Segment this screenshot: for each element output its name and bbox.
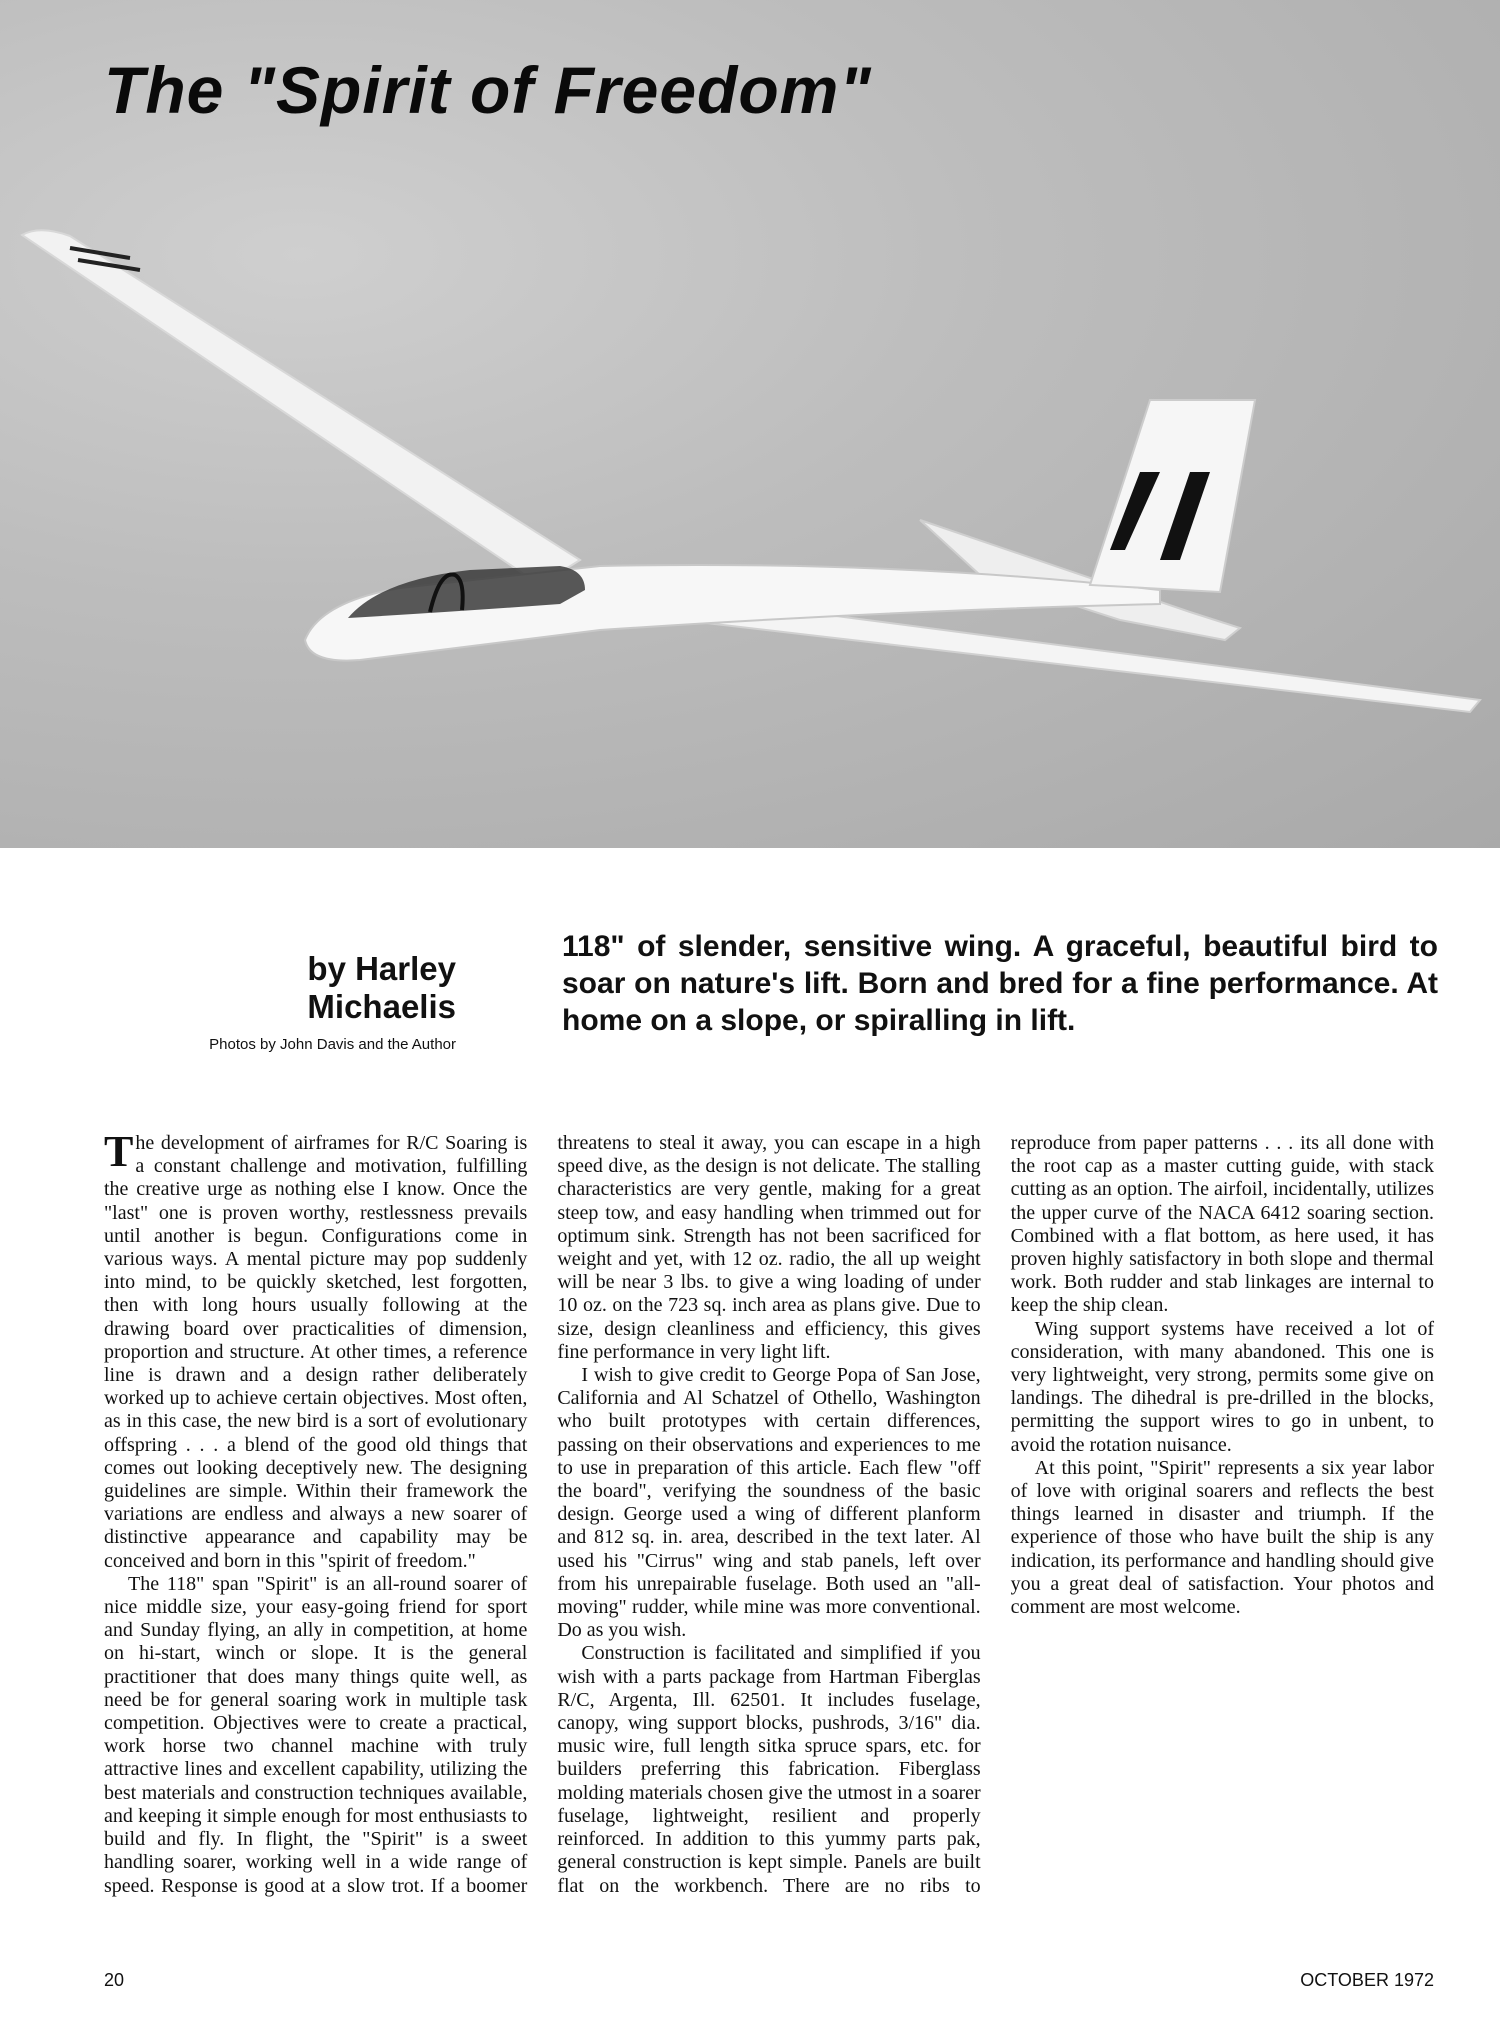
vertical-fin [1090, 400, 1255, 592]
paragraph-2: The 118" span "Spirit" is an all-round soarer of nice middle size, your easy-going friend for sport and Sunday flying, an ally in competition, at home on hi-start, winch or slope. It is the general practitioner that does many things quite well, as need be for general soaring work in multiple task competition. Objectives were to create a practical, work horse two channel machine with truly attractive lines and excellent capability, utilizing the best materials and construction techniques available, and keeping it simple enough for most enthusiasts to build and fly. In flight, the "Spirit" is a sweet handling soarer, working well in a wide range of speed. Response is good at a slow trot. If a boomer threatens to steal it away, you can escape in a high speed dive, as the design is not delicate. The stalling characteristics are very gentle, making for a great steep tow, and easy handling when trimmed out for optimum sink. Strength has not been sacrificed for weight and yet, with 12 oz. radio, the all up weight will be near 3 lbs. to give a wing loading of under 10 oz. on the 723 sq. inch area as plans give. Due to size, design cleanliness and efficiency, this gives fine performance in very light lift. [104, 1132, 981, 1897]
glider-photo [0, 0, 1500, 848]
paragraph-6: At this point, "Spirit" represents a six year labor of love with original soarers and reflects the best things learned in disaster and triumph. If the experience of those who have built the ship is any indication, its performance and handling should give you a great deal of satisfaction. Your photos and comment are most welcome. [1010, 1456, 1434, 1619]
article-body [104, 1127, 1434, 1914]
author-name: by Harley Michaelis [307, 950, 456, 1025]
drop-cap: T [104, 1127, 134, 1176]
paragraph-1-text: he development of airframes for R/C Soaring is a constant challenge and motivation, fulfilling the creative urge as nothing else I know. Once the "last" one is proven worthy, restlessness prevails until another is begun. Configurations come in various ways. A mental picture may pop suddenly into mind, to be quickly sketched, lest forgotten, then with long hours usually following at the drawing board over practicalities of dimension, proportion and structure. At other times, a reference line is drawn and a design rather deliberately worked up to achieve certain objectives. Most often, as in this case, the new bird is a sort of evolutionary offspring . . . a blend of the good old things that comes out looking deceptively new. The designing guidelines are simple. Within their framework the variations are endless and always a new soarer of distinctive appearance and capability may be conceived and born in this "spirit of freedom." [104, 1132, 528, 1572]
page-number: 20 [104, 1970, 125, 1990]
paragraph-4: Construction is facilitated and simplified if you wish with a parts package from Hartman Fiberglas R/C, Argenta, Ill. 62501. It includes fuselage, canopy, wing support blocks, pushrods, 3/16" dia. music wire, full length sitka spruce spars, etc. for builders preferring this fabrication. Fiberglass molding materials chosen give the utmost in a soarer fuselage, lightweight, resilient and properly reinforced. In addition to this yummy parts pak, general construction is kept simple. Panels are built flat on the workbench. There are no ribs to reproduce from paper patterns . . . its all done with the root cap as a master cutting guide, with stack cutting as an option. The airfoil, incidentally, utilizes the upper curve of the NACA 6412 soaring section. Combined with a flat bottom, as here used, it has proven highly satisfactory in both slope and thermal work. Both rudder and stab linkages are internal to keep the ship clean. [557, 1132, 1434, 1897]
left-wing [22, 230, 580, 585]
byline [186, 950, 456, 1053]
article-title: The "Spirit of Freedom" [104, 53, 872, 127]
paragraph-3: I wish to give credit to George Popa of San Jose, California and Al Schatzel of Othello, Washington who built prototypes with certain differences, passing on their observations and experiences to me to use in preparation of this article. Each flew "off the board", verifying the soundness of the basic design. George used a wing of different planform and 812 sq. in. area, described in the text later. Al used his "Cirrus" wing and stab panels, left over from his unrepairable fuselage. Both used an "all-moving" rudder, while mine was more conventional. Do as you wish. [557, 1364, 981, 1642]
paragraph-1 [104, 1127, 528, 1573]
issue-date: OCTOBER 1972 [1300, 1970, 1434, 1990]
paragraph-5: Wing support systems have received a lot of consideration, with many abandoned. This one is very lightweight, very strong, permits some give on landings. The dihedral is pre-drilled in the blocks, permitting the support wires to go in unbent, to avoid the rotation nuisance. [1010, 1317, 1434, 1456]
photo-credit: Photos by John Davis and the Author [209, 1036, 456, 1053]
article-deck: 118" of slender, sensitive wing. A graceful, beautiful bird to soar on nature's lift. Born and bred for a fine performance. At home on a slope, or spiralling in lift. [562, 930, 1438, 1037]
